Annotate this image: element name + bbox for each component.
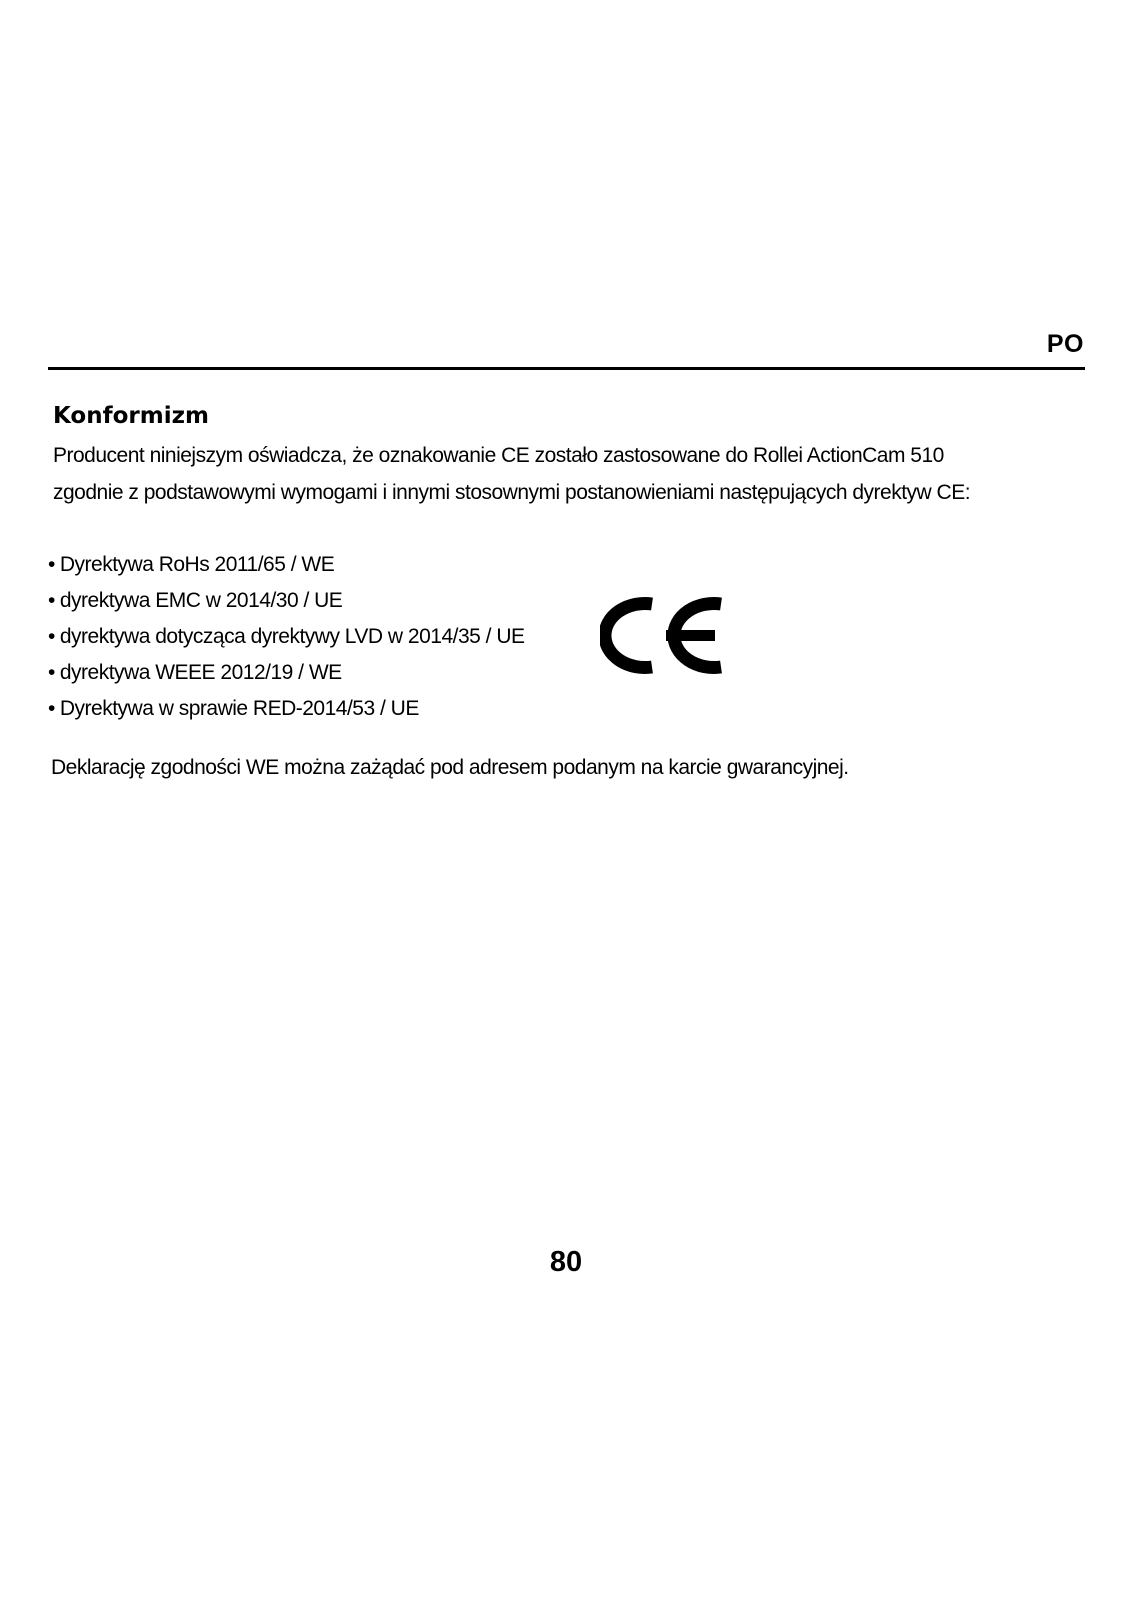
bullet-icon: • (48, 553, 55, 576)
directive-text: Dyrektywa RoHs 2011/65 / WE (59, 553, 335, 576)
directive-text: dyrektywa EMC w 2014/30 / UE (59, 589, 343, 612)
bullet-icon: • (48, 697, 55, 720)
bullet-icon: • (48, 589, 55, 612)
directive-list (48, 547, 525, 727)
directive-text: dyrektywa WEEE 2012/19 / WE (59, 661, 342, 684)
section-title: Konformizm (53, 403, 209, 429)
header-rule (48, 367, 1085, 370)
intro-line: Producent niniejszym oświadcza, że oznakowanie CE zostało zastosowane do Rollei ActionCam 510 (53, 444, 944, 467)
directive-item (48, 655, 525, 691)
intro-text (53, 437, 1093, 511)
declaration-text: Deklarację zgodności WE można zażądać pod adresem podanym na karcie gwarancyjnej. (51, 756, 849, 779)
directive-item (48, 547, 525, 583)
page-number: 80 (549, 1246, 583, 1278)
intro-line: zgodnie z podstawowymi wymogami i innymi stosownymi postanowieniami następujących dyrektyw CE: (53, 481, 971, 504)
ce-mark-icon (600, 591, 724, 680)
directive-item (48, 619, 525, 655)
directive-item (48, 583, 525, 619)
language-tag: PO (1046, 330, 1084, 358)
directive-item (48, 691, 525, 727)
directive-text: dyrektywa dotycząca dyrektywy LVD w 2014/35 / UE (59, 625, 525, 648)
bullet-icon: • (48, 625, 55, 648)
directive-text: Dyrektywa w sprawie RED-2014/53 / UE (59, 697, 419, 720)
bullet-icon: • (48, 661, 55, 684)
